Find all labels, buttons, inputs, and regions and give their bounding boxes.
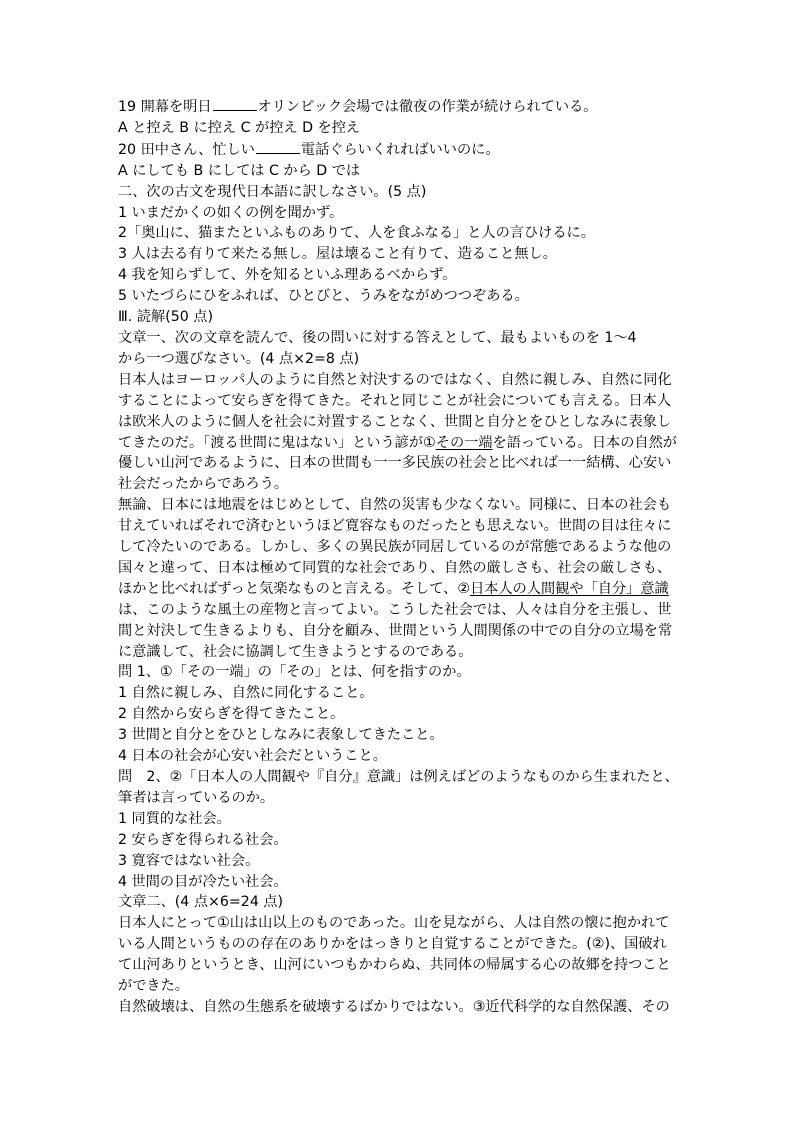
passage-2-line: いる人間というものの存在のありかをはっきりと自覚することができた。(②)、国破れ	[118, 936, 667, 953]
passage-2-title: 文章二、(4 点×6=24 点)	[118, 894, 284, 911]
question-2: 問 2、②「日本人の人間観や『自分』意識」は例えばどのようなものから生まれたと、	[118, 769, 679, 785]
document-body	[118, 96, 678, 1018]
answer-blank	[213, 96, 257, 111]
passage-1-line: 日本人はヨーロッパ人のように自然と対決するのではなく、自然に親しみ、自然に同化	[118, 371, 672, 388]
question-2-cont: 筆者は言っているのか。	[118, 789, 275, 806]
underlined-phrase-1: その一端	[435, 434, 493, 451]
passage-2-line: て山河ありというとき、山河にいつもかわらぬ、共同体の帰属する心の故郷を持つこと	[118, 957, 671, 974]
passage-1-line: は欧米人のように個人を社会に対置することなく、世間と自分とをひとしなみに表象し	[118, 413, 672, 430]
section-3-title: Ⅲ. 読解(50 点)	[118, 309, 213, 326]
passage-1-line: 甘えていればそれで済むというほど寛容なものだったとも思えない。世間の目は往々に	[118, 518, 672, 535]
kobun-item-1: 1 いまだかくの如くの例を聞かず。	[118, 204, 344, 221]
question-20-options: A にしても B にしては C から D では	[118, 162, 361, 179]
question-19: 19 開幕を明日 オリンピック会場では徹夜の作業が続けられている。	[118, 96, 678, 118]
question-2-option: 4 世間の目が冷たい社会。	[118, 873, 288, 890]
underlined-phrase-2: 日本人の人間観や「自分」意識	[470, 580, 669, 597]
kobun-item-3: 3 人は去る有りて来たる無し。屋は壊ること有りて、造ること無し。	[118, 246, 557, 263]
passage-1-line: は、このような風土の産物と言ってよい。こうした社会では、人々は自分を主張し、世	[118, 601, 672, 618]
question-19-options: A と控え B に控え C が控え D を控え	[118, 119, 361, 136]
kobun-item-4: 4 我を知らずして、外を知るといふ理あるべからず。	[118, 267, 457, 284]
passage-1-line: 優しい山河であるように、日本の世間も一一多民族の社会と比べれば一一結構、心安い	[118, 455, 672, 472]
passage-1-line: てきたのだ。「渡る世間に鬼はない」という諺が①その一端を語っている。日本の自然が	[118, 434, 677, 451]
passage-1-line: 無論、日本には地震をはじめとして、自然の災害も少なくない。同様に、日本の社会も	[118, 497, 672, 514]
kobun-item-2: 2「奥山に、猫またといふものありて、人を食ふなる」と人の言ひけるに。	[118, 225, 595, 242]
passage-1-line: 社会だったからであろう。	[118, 476, 289, 493]
question-2-option: 3 寛容ではない社会。	[118, 852, 260, 869]
kobun-item-5: 5 いたづらにひをふれば、ひとびと、うみをながめつつぞある。	[118, 288, 529, 305]
question-1: 問 1、①「その一端」の「その」とは、何を指すのか。	[118, 664, 471, 681]
passage-1-line: することによって安らぎを得てきた。それと同じことが社会についても言える。日本人	[118, 392, 672, 409]
question-2-option: 1 同質的な社会。	[118, 810, 231, 827]
passage-1-line: ほかと比べればずっと気楽なものと言える。そして、②日本人の人間観や「自分」意識	[118, 580, 669, 597]
section-2-title: 二、次の古文を現代日本語に訳しなさい。(5 点)	[118, 183, 427, 200]
question-1-option: 1 自然に親しみ、自然に同化すること。	[118, 685, 374, 702]
question-1-option: 2 自然から安らぎを得てきたこと。	[118, 706, 345, 723]
question-20: 20 田中さん、忙しい 電話ぐらいくれればいいのに。	[118, 139, 678, 161]
question-1-option: 3 世間と自分とをひとしなみに表象してきたこと。	[118, 727, 444, 744]
question-1-option: 4 日本の社会が心安い社会だということ。	[118, 748, 387, 765]
passage-1-instructions: 文章一、次の文章を読んで、後の問いに対する答えとして、最もよいものを 1～4	[118, 329, 637, 346]
passage-1-line: して冷たいのである。しかし、多くの異民族が同居しているのが常態であるような他の	[118, 539, 672, 556]
passage-2-line: 自然破壊は、自然の生態系を破壊するばかりではない。③近代科学的な自然保護、その	[118, 998, 670, 1015]
passage-1-line: 間と対決して生きるよりも、自分を顧み、世間という人間関係の中での自分の立場を常	[118, 622, 673, 639]
passage-2-line: 日本人にとって①山は山以上のものであった。山を見ながら、人は自然の懐に抱かれて	[118, 915, 670, 932]
passage-2-line: ができた。	[118, 978, 189, 995]
passage-1-line: に意識して、社会に協調して生きようとするのである。	[118, 643, 473, 660]
passage-1-instructions-cont: から一つ選びなさい。(4 点×2=8 点)	[118, 350, 360, 367]
question-2-option: 2 安らぎを得られる社会。	[118, 831, 288, 848]
passage-1-line: 国々と違って、日本は極めて同質的な社会であり、自然の厳しさも、社会の厳しさも、	[118, 559, 672, 576]
answer-blank	[256, 139, 300, 154]
